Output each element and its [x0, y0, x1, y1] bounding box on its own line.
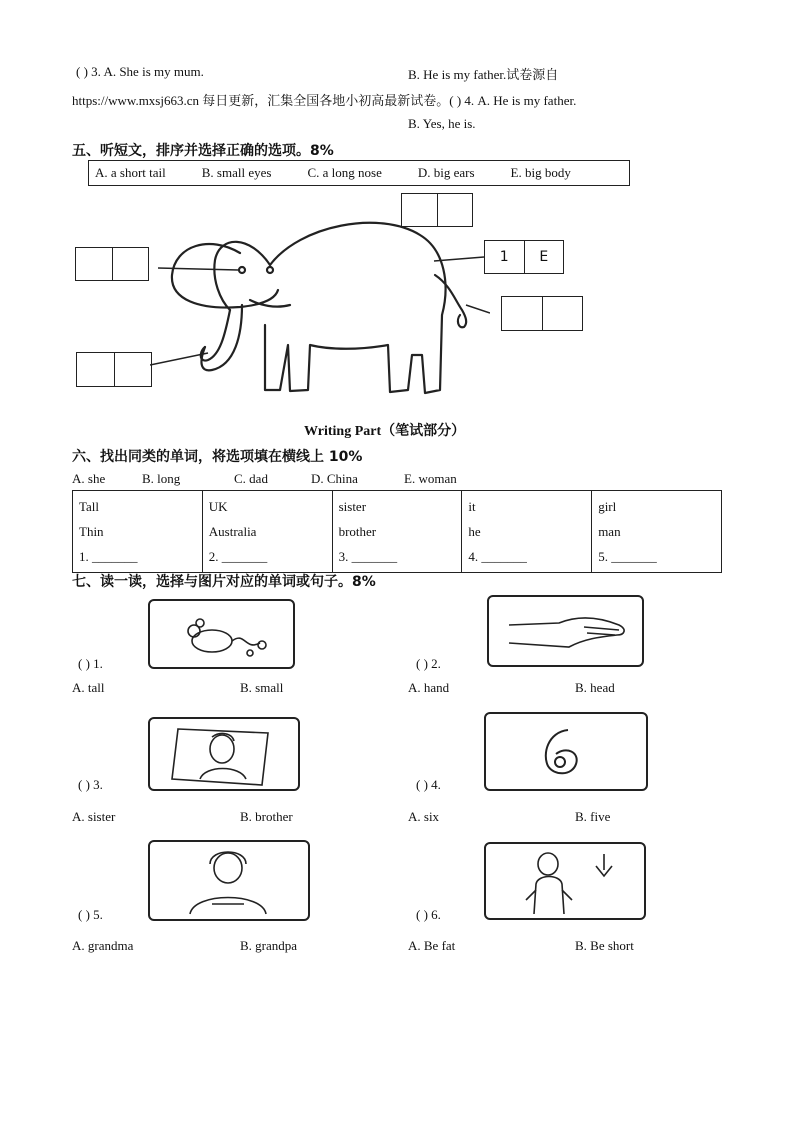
- item-3-number: ( ) 3.: [78, 777, 103, 792]
- item-2-option-b[interactable]: B. head: [575, 680, 615, 695]
- item-1-option-b[interactable]: B. small: [240, 680, 284, 695]
- writing-part-title: Writing Part（笔试部分）: [304, 424, 466, 439]
- item-5-number: ( ) 5.: [78, 907, 103, 922]
- section6-option-e: E. woman: [404, 471, 457, 486]
- section6-option-a: A. she: [72, 471, 106, 486]
- item-1-option-a[interactable]: A. tall: [72, 680, 105, 695]
- item-4-option-b[interactable]: B. five: [575, 809, 611, 824]
- short-boy-icon: [486, 844, 644, 918]
- word-group-table: [72, 490, 722, 573]
- section6-option-b: B. long: [142, 471, 181, 486]
- answer-box-right[interactable]: [501, 296, 583, 331]
- example-letter: E: [539, 249, 549, 265]
- section5-title: 五、听短文，排序并选择正确的选项。8%: [72, 143, 334, 159]
- section6-title: 六、找出同类的单词，将选项填在横线上 10%: [72, 449, 363, 465]
- item-5-option-a[interactable]: A. grandma: [72, 938, 134, 953]
- answer-blank[interactable]: 2. _______: [208, 549, 268, 564]
- item-1-number: ( ) 1.: [78, 656, 103, 671]
- item-4-number: ( ) 4.: [416, 777, 441, 792]
- item-6-option-a[interactable]: A. Be fat: [408, 938, 456, 953]
- answer-blank[interactable]: 4. _______: [468, 549, 527, 564]
- answer-box-left-upper[interactable]: [75, 247, 149, 281]
- word-group-cell: Tall Thin 1. _______: [73, 491, 203, 573]
- grandma-icon: [150, 842, 308, 919]
- item-2-number: ( ) 2.: [416, 656, 441, 671]
- option: D. big ears: [417, 165, 475, 180]
- section7-title: 七、读一读，选择与图片对应的单词或句子。8%: [72, 574, 376, 590]
- answer-box-left-lower[interactable]: [76, 352, 152, 387]
- word-group-cell: sister brother 3. _______: [332, 491, 462, 573]
- question-3-option-b: B. He is my father.试卷源自: [408, 67, 559, 82]
- picture-frame-4: [484, 712, 648, 791]
- mouse-icon: [150, 601, 293, 667]
- item-3-option-a[interactable]: A. sister: [72, 809, 116, 824]
- word-group-cell: it he 4. _______: [462, 491, 592, 573]
- hand-icon: [489, 597, 642, 665]
- number-six-icon: [486, 714, 646, 789]
- section6-option-d: D. China: [311, 471, 358, 486]
- item-2-option-a[interactable]: A. hand: [408, 680, 450, 695]
- picture-frame-1: [148, 599, 295, 669]
- item-6-option-b[interactable]: B. Be short: [575, 938, 634, 953]
- answer-blank[interactable]: 1. _______: [79, 549, 138, 564]
- item-6-number: ( ) 6.: [416, 907, 441, 922]
- option: E. big body: [510, 165, 571, 180]
- option: B. small eyes: [201, 165, 272, 180]
- answer-blank[interactable]: 3. _______: [338, 549, 398, 564]
- option: C. a long nose: [307, 165, 382, 180]
- word-group-cell: UK Australia 2. _______: [202, 491, 332, 573]
- item-5-option-b[interactable]: B. grandpa: [240, 938, 298, 953]
- word-group-cell: girl man 5. _______: [592, 491, 722, 573]
- ad-line: https://www.mxsj663.cn 每日更新，汇集全国各地小初高最新试卷。( ) 4. A. He is my father.: [72, 93, 577, 108]
- picture-frame-2: [487, 595, 644, 667]
- section6-option-c: C. dad: [234, 471, 268, 486]
- option: A. a short tail: [95, 165, 166, 180]
- example-number: 1: [485, 241, 525, 273]
- item-4-option-a[interactable]: A. six: [408, 809, 440, 824]
- answer-box-example: [484, 240, 564, 274]
- question-4-option-b: B. Yes, he is.: [408, 116, 476, 131]
- picture-frame-5: [148, 840, 310, 921]
- question-3-line: ( ) 3. A. She is my mum.: [76, 64, 204, 79]
- section5-options-box: [88, 160, 630, 186]
- picture-frame-6: [484, 842, 646, 920]
- item-3-option-b[interactable]: B. brother: [240, 809, 293, 824]
- answer-blank[interactable]: 5. _______: [598, 549, 657, 564]
- picture-frame-3: [148, 717, 300, 791]
- elephant-icon: [150, 205, 490, 405]
- boy-portrait-icon: [150, 719, 298, 789]
